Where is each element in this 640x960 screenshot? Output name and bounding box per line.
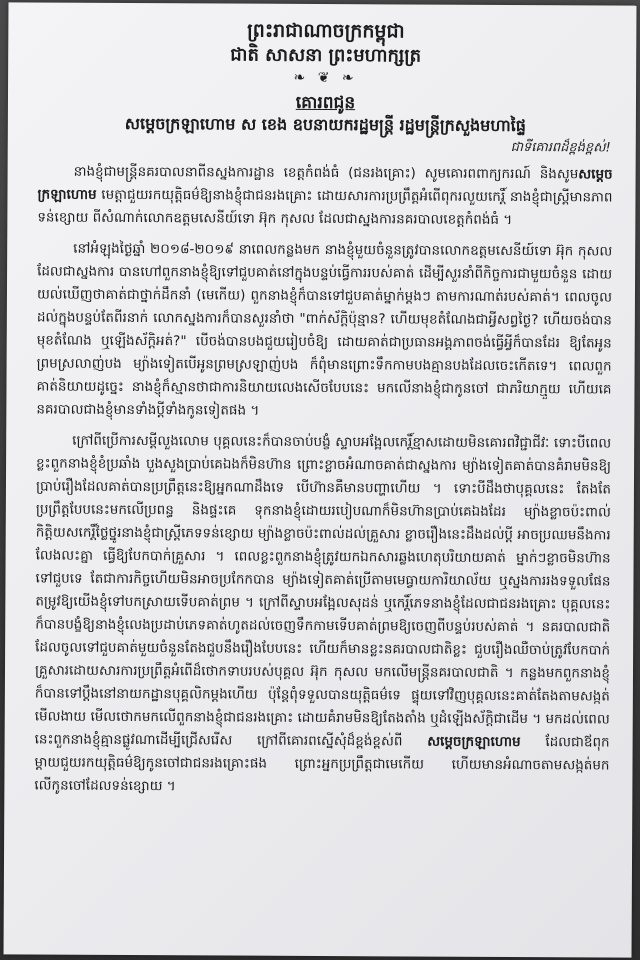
paragraph-3-bold: សម្តេចក្រឡាហោម xyxy=(427,733,521,751)
letter-paper xyxy=(4,2,637,957)
paragraph-1-text: នាងខ្ញុំជាមន្ត្រីនគរបាលនាពីនស្នងការដ្ឋាន ខេត្តកំពង់ធំ (ជនរងគ្រោះ) សូមគោរពពាក្យករណ៍ និងសូម xyxy=(73,163,579,183)
paragraph-3-text: ក្រៅពីប្រើការសម្ដីលួងលោម បុគ្គលនេះក៏បានចាប់បង្ខំ ស្ទាបអង្អែលកេរ្តិ៍ខ្មាសដោយមិនគោរពវិជ្ជាជីវៈ ទោះបីពេលខ្លះពួកនាងខ្ញុំខំប្រឆាំង បួងសួងប្រាប់គេឯងក៏មិនហ៊ាន ព្រោះខ្លាចអំណាចគាត់ជាស្នងការ ម្យ៉ាងទៀតគាត់បានគំរាមមិនឱ្យប្រាប់រឿងដែលគាត់បានប្រព្រឹត្តនេះឱ្យអ្នកណាដឹងទេ បើហ៊ានគឺមានបញ្ហាហើយ ។ ទោះបីដឹងថាបុគ្គលនេះ តែងតែប្រព្រឹត្តបែបនេះមកលើប្រពន្ធ និងផ្ទះគេ ទុកនាងខ្ញុំដោយរបៀបណាក៏មិនហ៊ានប្រាប់គេឯងដែរ ម្យ៉ាងខ្លាចប៉ះពាល់កិត្តិយសកេរ្តិ៍ថ្លៃថ្នូរនាងខ្ញុំជាស្រ្តីភេទទន់ខ្សោយ ម្យ៉ាងខ្លាចប៉ះពាល់ដល់គ្រួសារ ខ្លាចរឿងនេះដឹងដល់ប្តី អាចប្រឈមនឹងការលែងលះគ្នា ធ្វើឱ្យបែកបាក់គ្រួសារ ។ ពេលខ្លះពួកនាងខ្ញុំត្រូវយកឯកសារឆ្លងហេតុបរិយាយគាត់ ម្នាក់ៗខ្លាចមិនហ៊ានទៅជួបទេ តែជាការកិច្ចហើយមិនអាចប្រកែកបាន ម្យ៉ាងទៀតគាត់ប្រើតាមមេធ្វាយការិយាល័យ ឬស្នងការរងទទួលផែន តម្រូវឱ្យយើងខ្ញុំទៅបកស្រាយទើបគាត់ព្រម ។ ក្រៅពីស្ទាបអង្អែលសុដន់ ឬកេរ្តិ៍ភេទនាងខ្ញុំដែលជាជនរងគ្រោះ បុគ្គលនេះក៏បានបង្ខំឱ្យនាងខ្ញុំលេងប្រដាប់ភេទគាត់ហូតដល់ចេញទឹកកាមទើបគាត់ព្រមឱ្យចេញពីបន្ទប់របស់គាត់ ។ នគរបាលជាតិ ដែលចូលទៅជួបគាត់មួយចំនួនតែងជួបនឹងរឿងបែបនេះ ហើយក៏មានខ្លះនគរបាលជាតិខ្លះ ជួបរឿងឈឺចាប់ត្រូវបែកបាក់គ្រួសារដោយសារការប្រព្រឹត្តអំពើដ៏ថោកទាបរបស់បុគ្គល អ៊ុក កុសល មកលើមន្ត្រីនគរបាលជាតិ ។ កន្លងមកពួកនាងខ្ញុំក៏បានទៅប្តឹងនៅនាយកដ្ឋានបុគ្គលិកម្តងហើយ ប៉ុន្តែពុំទទួលបានយុត្តិធម៌ទេ ផ្ទុយទៅវិញបុគ្គលនេះគាត់តែងតាមសង្កត់មើលងាយ មើលថោកមកលើពួកនាងខ្ញុំជាជនរងគ្រោះ ដោយគំរាមមិនឱ្យតែងតាំង ឬដំឡើងស័ក្តិជាដើម ។ មកដល់ពេលនេះពួកនាងខ្ញុំគ្មានផ្លូវណាដើម្បីជ្រើសរើស ក្រៅពីគោរពស្នើសុំដ៏ខ្ពង់ខ្ពស់ពី xyxy=(34,432,612,750)
paragraph-1-bold: សម្តេចក្រឡាហោម xyxy=(37,166,613,203)
paragraph-1 xyxy=(37,161,612,233)
paragraph-3 xyxy=(34,430,611,801)
paragraph-1-tail: មេត្តាជួយរកយុត្តិធម៌ឱ្យនាងខ្ញុំជាជនរងគ្រោះ ដោយសារការប្រព្រឹត្តអំពើពុករលួយកេរ្តិ៍ នាងខ្ញុំជាស្រ្តីមានភាពទន់ខ្សោយ ពីសំណាក់លោកឧត្តមសេនីយ៍ទោ អ៊ុក កុសល ដែលជាស្នងការនគរបាលខេត្តកំពង់ធំ ។ xyxy=(37,186,613,229)
kingdom-heading: ព្រះរាជាណាចក្រកម្ពុជា xyxy=(247,19,405,43)
respect-note: ជាទីគោរពដ៏ខ្ពង់ខ្ពស់! xyxy=(510,139,611,156)
paragraph-3-tail: ដែលជាឪពុកម្តាយជួយរកយុត្តិធម៌ឱ្យកូនចៅជាជនរងគ្រោះផង ព្រោះអ្នកប្រព្រឹត្តជាមេកើយ ហើយមានអំណាចតាមសង្កត់មកលើកូនចៅដែលទន់ខ្សោយ ។ xyxy=(34,734,610,795)
letter-content xyxy=(34,17,613,809)
salutation xyxy=(38,91,613,116)
paragraph-2-text: នៅអំឡុងថ្ងៃឆ្នាំ ២០១៨-២០១៩ នាពេលកន្លងមក នាងខ្ញុំមួយចំនួនត្រូវបានលោកឧត្តមសេនីយ៍ទោ អ៊ុក កុសល ដែលជាស្នងការ បានហៅពួកនាងខ្ញុំឱ្យទៅជួបគាត់នៅក្នុងបន្ទប់ធ្វើការរបស់គាត់ ដើម្បីសួរនាំពីកិច្ចការជាមួយចំនួន ដោយយល់ឃើញថាគាត់ជាថ្នាក់ដឹកនាំ (មេកើយ) ពួកនាងខ្ញុំក៏បានទៅជួបគាត់ម្នាក់ម្តងៗ តាមការណាត់របស់គាត់។ ពេលចូលដល់ក្នុងបន្ទប់តែពីរនាក់ លោកស្នងការក៏បានសួរនាំថា "ពាក់ស័ក្តិប៉ុន្មាន? ហើយមុខតំណែងជាអ្វីសព្វថ្ងៃ? ហើយចង់បានមុខតំណែង ឬឡើងស័ក្តិអត់?" បើចង់បានបងជួយរៀបចំឱ្យ ដោយគាត់ជាប្រធានអង្គភាពចង់ធ្វើអ្វីក៏បានដែរ ឱ្យតែអូនព្រមស្រលាញ់បង ម្យ៉ាងទៀតបើអូនព្រមស្រឡាញ់បង ក៏ពុំមានព្រោះទឹកកាមបងគ្មានបងដែលចេះកើតទេ។ ពេលពួកគាត់និយាយដូច្នេះ នាងខ្ញុំក៏ស្មានថាជាការនិយាយលេងសើចបែបនេះ មកលើនាងខ្ញុំជាកូនចៅ ជាភរិយាក្មួយ ហើយគេនគរបាលជាងខ្ញុំមានទាំងប្តីទាំងកូនទៀតផង ។ xyxy=(36,240,613,419)
national-motto: ជាតិ សាសនា ព្រះមហាក្សត្រ xyxy=(230,44,422,67)
salutation-text: គោរពជូន xyxy=(295,92,356,114)
paragraph-2 xyxy=(36,238,612,425)
ornament-divider: ❧ ❦ ❧ xyxy=(293,69,358,87)
recipient: សម្តេចក្រឡាហោម ស ខេង ឧបនាយករដ្ឋមន្ត្រី រដ្ឋមន្ត្រីក្រសួងមហាផ្ទៃ xyxy=(124,113,526,136)
